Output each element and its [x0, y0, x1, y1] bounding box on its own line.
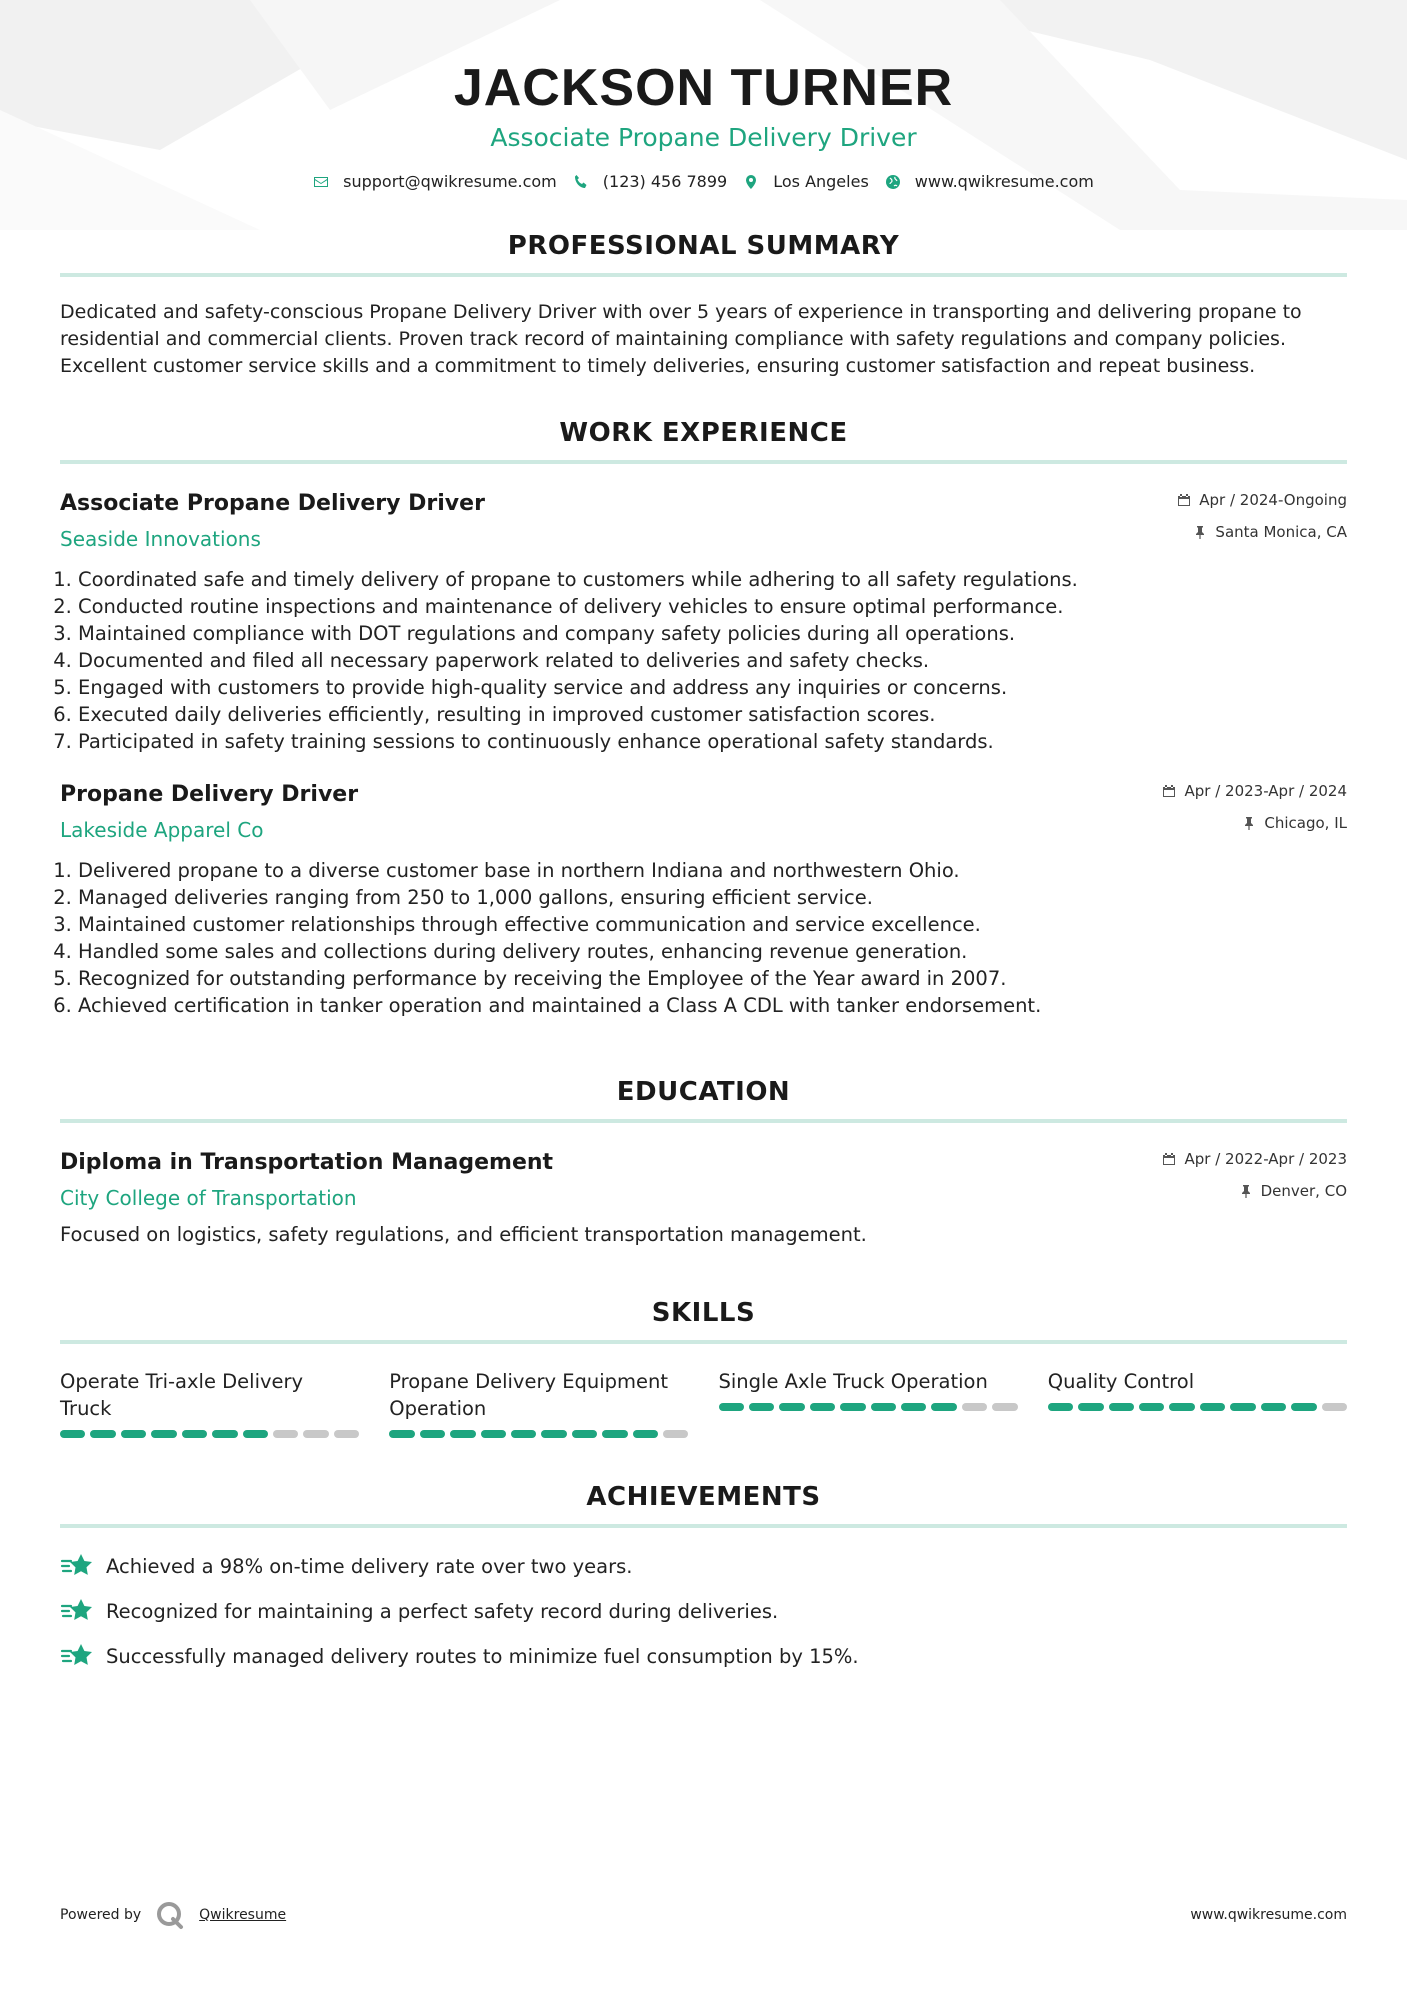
skill-segment-filled — [602, 1430, 627, 1438]
skill-segment-filled — [450, 1430, 475, 1438]
skill-segment-filled — [1109, 1403, 1134, 1411]
job-dates: Apr / 2024-Ongoing — [1199, 491, 1347, 509]
education-location: Denver, CO — [1260, 1182, 1347, 1200]
skill-segment-filled — [572, 1430, 597, 1438]
skill-segment-empty — [334, 1430, 359, 1438]
skill-segment-filled — [243, 1430, 268, 1438]
education-section — [60, 1077, 1347, 1248]
job-title: Propane Delivery Driver — [60, 782, 359, 807]
skill-segment-filled — [1139, 1403, 1164, 1411]
experience-heading: WORK EXPERIENCE — [60, 418, 1347, 464]
candidate-role: Associate Propane Delivery Driver — [490, 123, 917, 152]
skill-segment-filled — [840, 1403, 865, 1411]
skill-segment-filled — [389, 1430, 414, 1438]
education-heading: EDUCATION — [60, 1077, 1347, 1123]
job-company: Lakeside Apparel Co — [60, 818, 264, 842]
job-bullet: 6. Executed daily deliveries efficiently, resulting in improved customer satisfaction scores. — [78, 701, 1347, 728]
job-bullet: 1. Delivered propane to a diverse customer base in northern Indiana and northwestern Ohio. — [78, 857, 1347, 884]
powered-by — [60, 1900, 286, 1930]
job-dates: Apr / 2023-Apr / 2024 — [1184, 782, 1347, 800]
map-marker-icon — [743, 174, 759, 190]
skill-segment-filled — [931, 1403, 956, 1411]
skill-level-bar — [719, 1403, 1018, 1411]
job-entry — [60, 781, 1347, 1019]
skill-segment-filled — [1048, 1403, 1073, 1411]
calendar-icon — [1162, 1152, 1176, 1166]
school-name: City College of Transportation — [60, 1186, 357, 1210]
achievements-heading: ACHIEVEMENTS — [60, 1482, 1347, 1528]
contact-bar — [0, 172, 1407, 191]
skill-segment-filled — [511, 1430, 536, 1438]
skill-segment-empty — [273, 1430, 298, 1438]
qwikresume-logo-icon — [155, 1900, 185, 1930]
job-bullet: 5. Recognized for outstanding performance by receiving the Employee of the Year award in 2007. — [78, 965, 1347, 992]
skill-segment-filled — [1230, 1403, 1255, 1411]
achievements-section — [60, 1482, 1347, 1670]
skill-segment-filled — [1078, 1403, 1103, 1411]
phone-icon — [573, 174, 589, 190]
page-footer — [60, 1900, 1347, 1930]
skill-segment-filled — [871, 1403, 896, 1411]
skill-name: Propane Delivery Equipment Operation — [389, 1370, 669, 1420]
candidate-name: JACKSON TURNER — [453, 59, 954, 117]
skill-item — [389, 1368, 688, 1438]
skill-item — [60, 1368, 359, 1438]
job-bullet: 2. Managed deliveries ranging from 250 to 1,000 gallons, ensuring efficient service. — [78, 884, 1347, 911]
skill-segment-filled — [481, 1430, 506, 1438]
job-bullet: 4. Handled some sales and collections during delivery routes, enhancing revenue generation. — [78, 938, 1347, 965]
resume-header — [0, 0, 1407, 191]
job-company: Seaside Innovations — [60, 527, 261, 551]
achievement-text: Achieved a 98% on-time delivery rate over two years. — [106, 1554, 633, 1578]
qwikresume-link[interactable]: Qwikresume — [199, 1907, 287, 1923]
globe-icon — [885, 174, 901, 190]
contact-phone[interactable] — [573, 172, 727, 191]
job-bullets — [60, 566, 1347, 755]
job-bullet: 1. Coordinated safe and timely delivery of propane to customers while adhering to all safety regulations. — [78, 566, 1347, 593]
skill-level-bar — [1048, 1403, 1347, 1411]
achievement-item — [60, 1597, 1347, 1625]
envelope-icon — [313, 174, 329, 190]
achievement-item — [60, 1552, 1347, 1580]
achievement-text: Successfully managed delivery routes to minimize fuel consumption by 15%. — [106, 1644, 859, 1668]
contact-email[interactable] — [313, 172, 557, 191]
job-bullet: 7. Participated in safety training sessions to continuously enhance operational safety standards. — [78, 728, 1347, 755]
job-bullet: 4. Documented and filed all necessary paperwork related to deliveries and safety checks. — [78, 647, 1347, 674]
job-bullet: 6. Achieved certification in tanker operation and maintained a Class A CDL with tanker endorsement. — [78, 992, 1347, 1019]
skill-segment-empty — [663, 1430, 688, 1438]
skill-segment-filled — [901, 1403, 926, 1411]
pin-icon — [1193, 525, 1207, 539]
skill-item — [719, 1368, 1018, 1438]
job-bullet: 2. Conducted routine inspections and maintenance of delivery vehicles to ensure optimal performance. — [78, 593, 1347, 620]
contact-phone-text: (123) 456 7899 — [602, 172, 728, 191]
job-bullets — [60, 857, 1347, 1019]
skill-segment-filled — [212, 1430, 237, 1438]
contact-website-text: www.qwikresume.com — [914, 172, 1094, 191]
skill-segment-filled — [151, 1430, 176, 1438]
skill-segment-filled — [1291, 1403, 1316, 1411]
achievement-item — [60, 1642, 1347, 1670]
skill-item — [1048, 1368, 1347, 1438]
education-entry — [60, 1149, 1347, 1248]
skill-segment-filled — [541, 1430, 566, 1438]
skills-section — [60, 1298, 1347, 1438]
skill-segment-filled — [1261, 1403, 1286, 1411]
footer-website[interactable]: www.qwikresume.com — [1190, 1907, 1347, 1923]
skill-segment-empty — [1322, 1403, 1347, 1411]
skill-segment-filled — [749, 1403, 774, 1411]
degree-title: Diploma in Transportation Management — [60, 1150, 554, 1175]
skill-segment-filled — [60, 1430, 85, 1438]
contact-location-text: Los Angeles — [773, 172, 869, 191]
contact-location — [743, 172, 869, 191]
job-entry — [60, 490, 1347, 755]
summary-section — [60, 231, 1347, 380]
achievement-text: Recognized for maintaining a perfect safety record during deliveries. — [106, 1599, 779, 1623]
skill-level-bar — [389, 1430, 688, 1438]
skill-segment-filled — [121, 1430, 146, 1438]
skill-segment-empty — [962, 1403, 987, 1411]
contact-email-text: support@qwikresume.com — [343, 172, 557, 191]
star-achievement-icon — [60, 1642, 94, 1670]
skill-segment-filled — [182, 1430, 207, 1438]
education-dates: Apr / 2022-Apr / 2023 — [1184, 1150, 1347, 1168]
skill-segment-filled — [1200, 1403, 1225, 1411]
job-bullet: 5. Engaged with customers to provide high-quality service and address any inquiries or concerns. — [78, 674, 1347, 701]
experience-section — [60, 418, 1347, 1019]
skill-segment-empty — [303, 1430, 328, 1438]
job-bullet: 3. Maintained customer relationships through effective communication and service excellence. — [78, 911, 1347, 938]
skills-heading: SKILLS — [60, 1298, 1347, 1344]
skill-segment-filled — [633, 1430, 658, 1438]
job-bullet: 3. Maintained compliance with DOT regulations and company safety policies during all operations. — [78, 620, 1347, 647]
skill-segment-filled — [1169, 1403, 1194, 1411]
summary-heading: PROFESSIONAL SUMMARY — [60, 231, 1347, 277]
skill-segment-filled — [779, 1403, 804, 1411]
education-description: Focused on logistics, safety regulations, and efficient transportation management. — [60, 1223, 867, 1246]
job-location: Chicago, IL — [1264, 814, 1347, 832]
skill-segment-filled — [810, 1403, 835, 1411]
job-title: Associate Propane Delivery Driver — [60, 491, 485, 516]
skill-name: Single Axle Truck Operation — [718, 1370, 988, 1393]
job-location: Santa Monica, CA — [1215, 523, 1347, 541]
star-achievement-icon — [60, 1552, 94, 1580]
skill-segment-filled — [420, 1430, 445, 1438]
pin-icon — [1242, 816, 1256, 830]
calendar-icon — [1162, 784, 1176, 798]
skill-name: Operate Tri-axle Delivery Truck — [60, 1370, 304, 1420]
summary-text: Dedicated and safety-conscious Propane Delivery Driver with over 5 years of experience in transporting and delivering propane to residential and commercial clients. Proven track record of maintaining compliance with safety regulations and company policies. Excellent customer service skills and a commitment to timely deliveries, ensuring customer satisfaction and repeat business. — [60, 301, 1302, 377]
skill-segment-filled — [90, 1430, 115, 1438]
skill-segment-empty — [992, 1403, 1017, 1411]
calendar-icon — [1177, 493, 1191, 507]
skills-list — [60, 1368, 1347, 1438]
skill-name: Quality Control — [1047, 1370, 1195, 1393]
star-achievement-icon — [60, 1597, 94, 1625]
pin-icon — [1239, 1184, 1253, 1198]
contact-website[interactable] — [885, 172, 1094, 191]
skill-level-bar — [60, 1430, 359, 1438]
skill-segment-filled — [719, 1403, 744, 1411]
powered-by-label: Powered by — [60, 1907, 142, 1923]
